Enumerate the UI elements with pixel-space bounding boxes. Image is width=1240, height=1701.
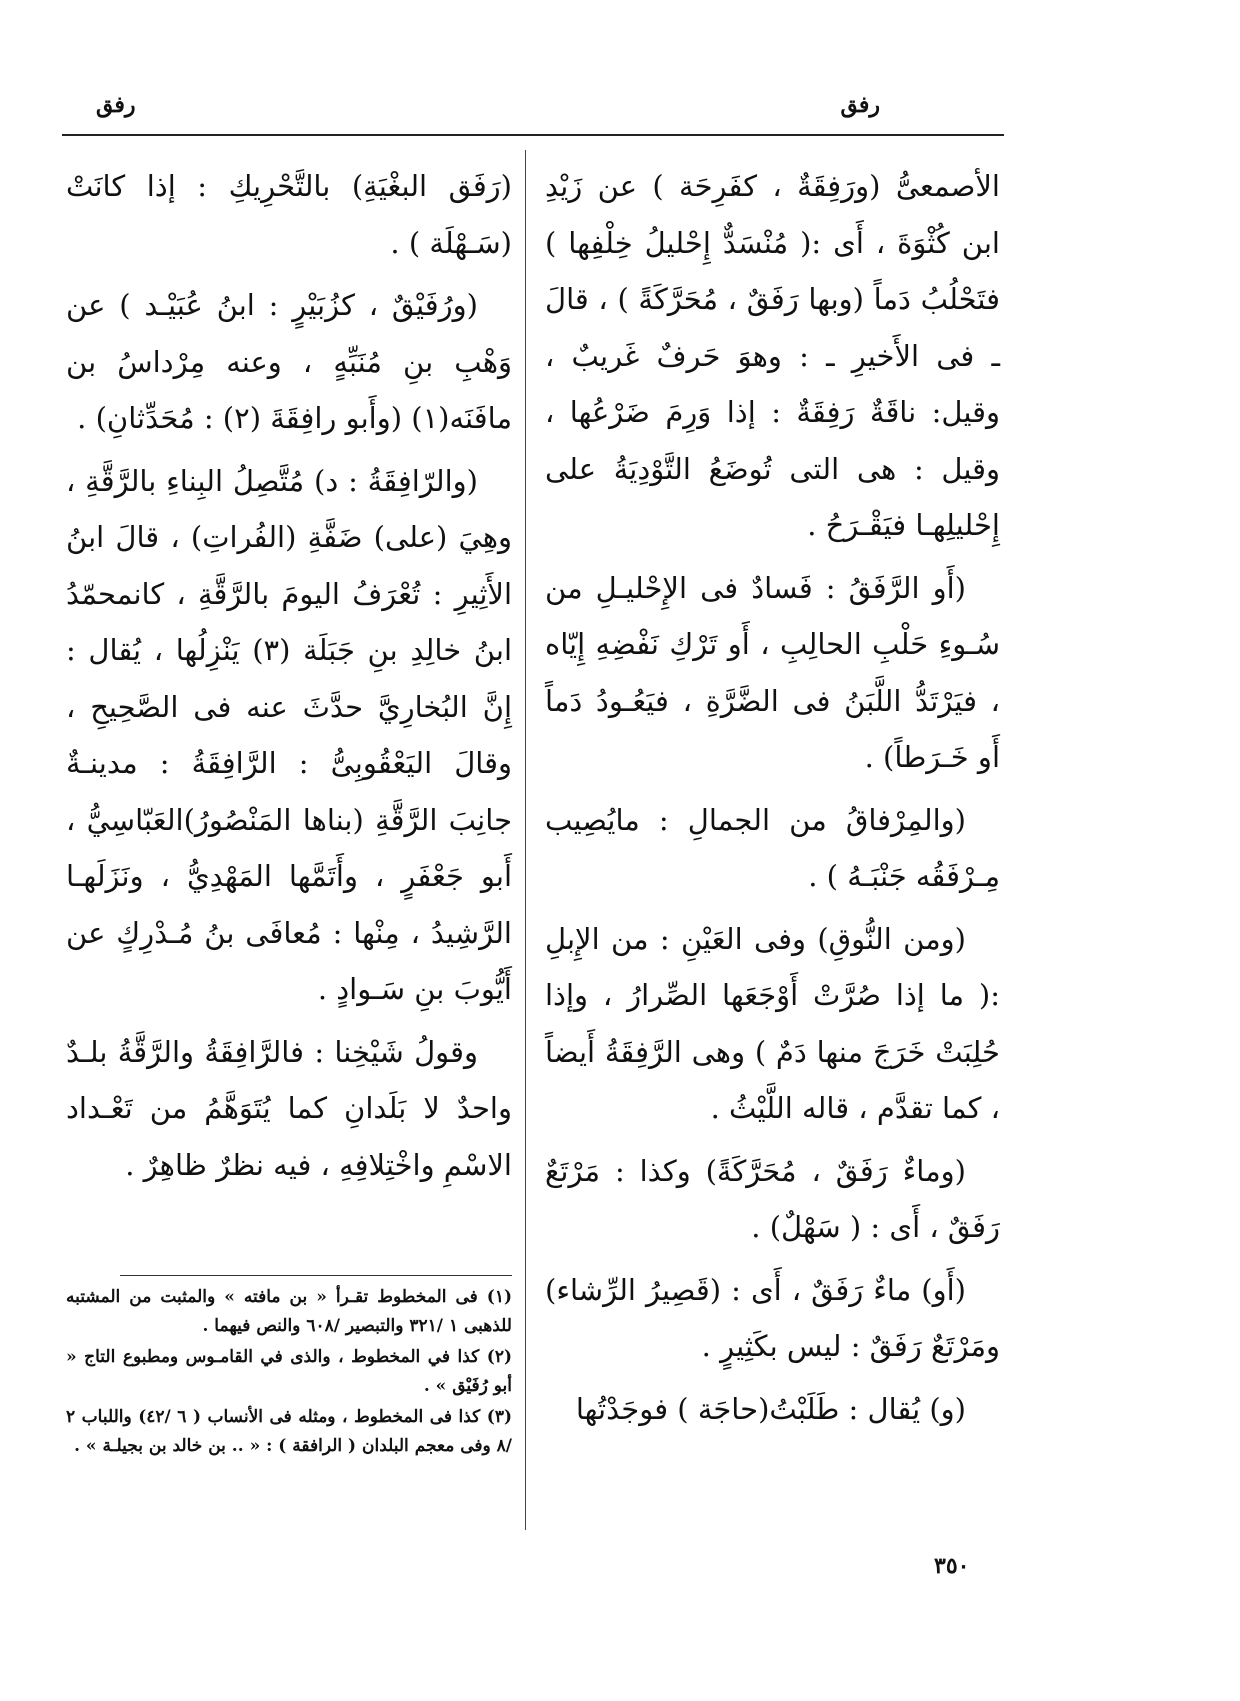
paragraph: (و) يُقال : طَلَبْتُ(حاجَة ) فوجَدْتُها — [575, 1391, 966, 1426]
paragraph: (ورُفَيْقٌ ، كزُبَيْرٍ : ابنُ عُبَيْـد ) عن وَهْبِ بنِ مُنَبِّهٍ ، وعنه مِرْداسُ بن مافَنَه(١) (وأَبو رافِقَةَ (٢) : مُحَدِّثانِ) . — [66, 288, 512, 435]
footnote: (١) فى المخطوط تقـرأ « بن مافته » والمثبت من المشتبه للذهبى ١ /٣٢١ والتبصير /٦٠٨ والنص فيهما . — [66, 1287, 512, 1336]
paragraph: وقولُ شَيْخِنا : فالرَّافِقَةُ والرَّقَّةُ بلـدٌ واحدٌ لا بَلَدانِ كما يُتَوَهَّمُ من تَعْـداد الاسْمِ واخْتِلافِهِ ، فيه نظرٌ ظاهِرٌ . — [66, 1034, 512, 1182]
footnote: (٢) كذا في المخطوط ، والذى في القامـوس ومطبوع التاج « أبو رُفَيْق » . — [66, 1347, 512, 1396]
paragraph: (وماءٌ رَفَقٌ ، مُحَرَّكَةً) وكذا : مَرْتَعٌ رَفَقٌ ، أَى : ( سَهْلٌ) . — [545, 1153, 1000, 1244]
paragraph: (أَو) ماءٌ رَفَقٌ ، أَى : (قَصِيرُ الرِّشاء) ومَرْتَعٌ رَفَقٌ : ليس بكَثِيرٍ . — [545, 1272, 1000, 1363]
paragraph: (والرّافِقَةُ : د) مُتَّصِلُ البِناءِ بالرَّقَّةِ ، وهِيَ (على) ضَفَّةِ (الفُراتِ) ، قالَ ابنُ الأَثِيرِ : تُعْرَفُ اليومَ بالرَّقَّةِ ، كانمحمّدُ ابنُ خالِدِ بنِ جَبَلَة (٣) يَنْزِلُها ، يُقال : إِنَّ البُخارِيَّ حدَّثَ عنه فى الصَّحِيحِ ، وقالَ اليَعْقُوبِىُّ : الرَّافِقَةُ : مدينـةٌ جانِبَ الرَّقَّةِ (بناها المَنْصُورُ)العَبّاسِيُّ ، أَبو جَعْفَرٍ ، وأَتَمَّها المَهْدِيُّ ، ونَزَلَهـا الرَّشِيدُ ، مِنْها : مُعافَى بنُ مُـدْرِكٍ عن أَيُّوبَ بنِ سَـوادٍ . — [66, 463, 512, 1006]
running-head-right: رفق — [840, 92, 880, 118]
paragraph: الأصمعىُّ (ورَفِقَةٌ ، كفَرِحَة ) عن زَيْدِ ابن كُثْوَةَ ، أَى :( مُنْسَدٌّ إِحْليلُ خِلْفِها ) فتَحْلُبُ دَماً (وبها رَفَقٌ ، مُحَرَّكَةً ) ، قالَ ـ فى الأَخيرِ ـ : وهوَ حَرفٌ غَريبٌ ، وقيل: ناقَةٌ رَفِقَةٌ : إذا وَرِمَ ضَرْعُها ، وقيل : هى التى تُوضَعُ التَّوْدِيَةُ على إِحْليلِهـا فيَقْـرَحُ . — [545, 169, 1000, 542]
paragraph: (أَو الرَّفَقُ : فَسادٌ فى الإِحْليـلِ من سُـوءِ حَلْبِ الحالِبِ ، أَو تَرْكِ نَفْضِهِ إِيّاه ، فيَرْتَدُّ اللَّبَنُ فى الضَّرَّةِ ، فيَعُـودُ دَماً أَو خَـرَطاً) . — [545, 570, 1000, 774]
running-head-left: رفق — [96, 92, 136, 118]
left-column — [66, 158, 512, 1199]
paragraph: (ومن النُّوقِ) وفى العَيْنِ : من الإِبلِ :( ما إذا صُرَّتْ أَوْجَعَها الصِّرارُ ، وإذا حُلِبَتْ خَرَجَ منها دَمٌ ) وهى الرَّفِقَةُ أَيضاً ، كما تقدَّم ، قاله اللَّيْثُ . — [545, 921, 1000, 1125]
paragraph: (والمِرْفاقُ من الجمالِ : مايُصِيب مِـرْفَقُه جَنْبَـهُ ) . — [545, 802, 1000, 893]
page-number: ٣٥٠ — [934, 1553, 970, 1579]
right-column — [545, 158, 1000, 1443]
header-rule — [62, 134, 1004, 136]
footnotes — [66, 1283, 512, 1463]
footnote-rule — [120, 1275, 512, 1276]
footnote: (٣) كذا فى المخطوط ، ومثله فى الأنساب ( ٦ /٤٢) واللباب ٢ /٨ وفى معجم البلدان ( الرافقة ) : « .. بن خالد بن بجيلـة » . — [66, 1407, 512, 1456]
paragraph: (رَفَق البغْيَةِ) بالتَّحْرِيكِ : إذا كانَتْ (سَـهْلَة ) . — [66, 169, 512, 260]
column-divider — [525, 150, 526, 1530]
